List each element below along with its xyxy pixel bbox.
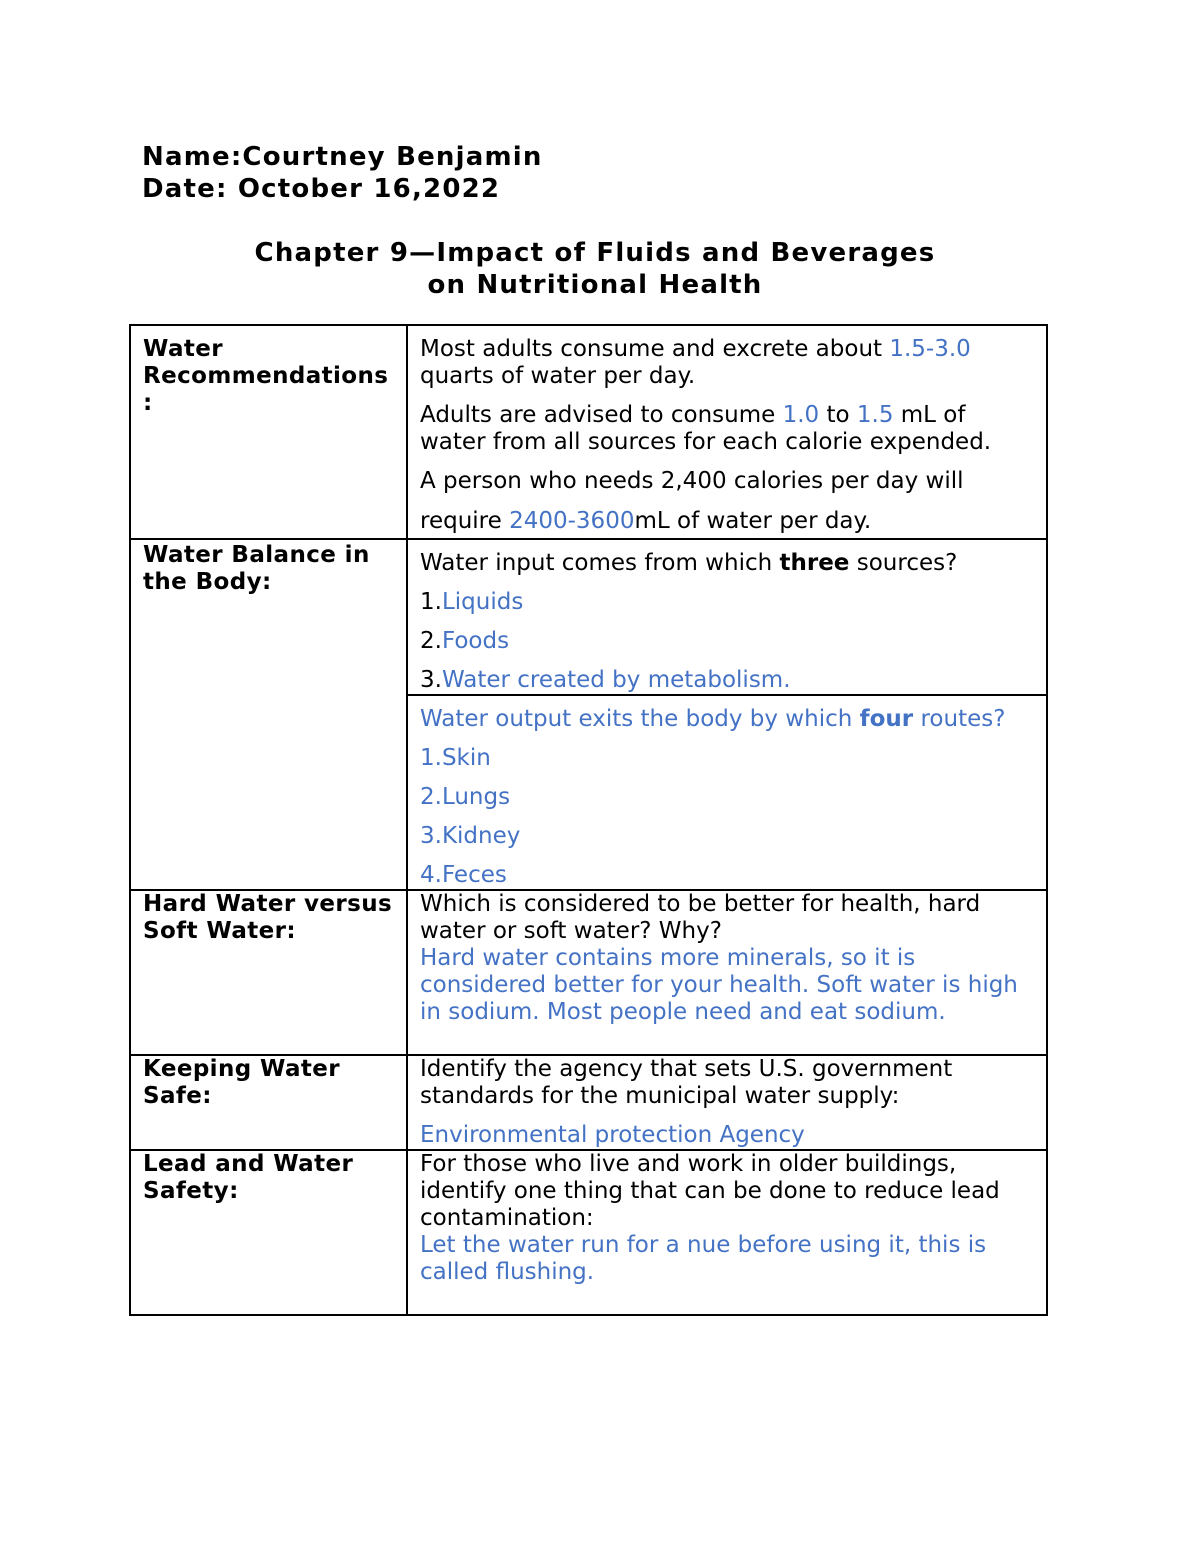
- question-consumption: Most adults consume and excrete about 1.5-3.0 quarts of water per day.: [420, 336, 971, 389]
- question-lead: For those who live and work in older buildings, identify one thing that can be done to reduce lead contamination:: [420, 1151, 1000, 1231]
- row-content-hard-soft: [407, 890, 1047, 1055]
- question-hard-soft: Which is considered to be better for health, hard water or soft water? Why?: [420, 891, 981, 944]
- list-item: 4.Feces: [420, 862, 507, 888]
- question-water-output: Water output exits the body by which four routes?: [420, 706, 1006, 732]
- table-row: [130, 1055, 1047, 1150]
- answer-ml-low: 1.0: [782, 402, 820, 428]
- date-line: Date: October 16,2022: [142, 174, 501, 204]
- question-2400-line2: require 2400-3600mL of water per day.: [420, 508, 872, 534]
- table-row: [130, 539, 1047, 695]
- title-line-2: on Nutritional Health: [427, 270, 763, 300]
- question-ml-per-calorie: Adults are advised to consume 1.0 to 1.5 mL of water from all sources for each calorie expended.: [420, 402, 992, 455]
- list-item: 2.Foods: [420, 628, 510, 654]
- row-label-water-balance: Water Balance in the Body:: [130, 539, 407, 890]
- list-item: 1.Liquids: [420, 589, 524, 615]
- row-content-water-output: [407, 695, 1047, 890]
- answer-hard-soft: Hard water contains more minerals, so it is considered better for your health. Soft water is high in sodium. Most people need and eat sodium.: [420, 945, 1018, 1025]
- name-line: Name:Courtney Benjamin: [142, 142, 543, 172]
- table-row: [130, 1150, 1047, 1315]
- student-info: [142, 141, 543, 205]
- row-label-lead-safety: Lead and Water Safety:: [130, 1150, 407, 1315]
- question-water-input: Water input comes from which three sources?: [420, 550, 958, 576]
- answer-agency: Environmental protection Agency: [420, 1122, 805, 1148]
- question-agency: Identify the agency that sets U.S. government standards for the municipal water supply:: [420, 1056, 953, 1109]
- list-item: 3.Water created by metabolism.: [420, 667, 791, 693]
- question-2400-line1: A person who needs 2,400 calories per day will: [420, 468, 964, 494]
- row-content-water-recommendations: [407, 325, 1047, 539]
- page-title: [130, 237, 1060, 301]
- row-label-keeping-safe: Keeping Water Safe:: [130, 1055, 407, 1150]
- table-row: [130, 325, 1047, 539]
- answer-quarts: 1.5-3.0: [889, 336, 971, 362]
- worksheet-table: [129, 324, 1048, 1316]
- list-item: 3.Kidney: [420, 823, 521, 849]
- row-label-hard-soft: Hard Water versus Soft Water:: [130, 890, 407, 1055]
- list-item: 2.Lungs: [420, 784, 511, 810]
- row-content-keeping-safe: [407, 1055, 1047, 1150]
- answer-lead: Let the water run for a nue before using it, this is called flushing.: [420, 1232, 987, 1285]
- answer-ml-high: 1.5: [856, 402, 894, 428]
- row-content-water-input: [407, 539, 1047, 695]
- answer-ml-range: 2400-3600: [509, 508, 635, 534]
- row-label-water-recommendations: Water Recommendations :: [130, 325, 407, 539]
- row-content-lead-safety: [407, 1150, 1047, 1315]
- title-line-1: Chapter 9—Impact of Fluids and Beverages: [254, 238, 936, 268]
- list-item: 1.Skin: [420, 745, 491, 771]
- table-row: [130, 890, 1047, 1055]
